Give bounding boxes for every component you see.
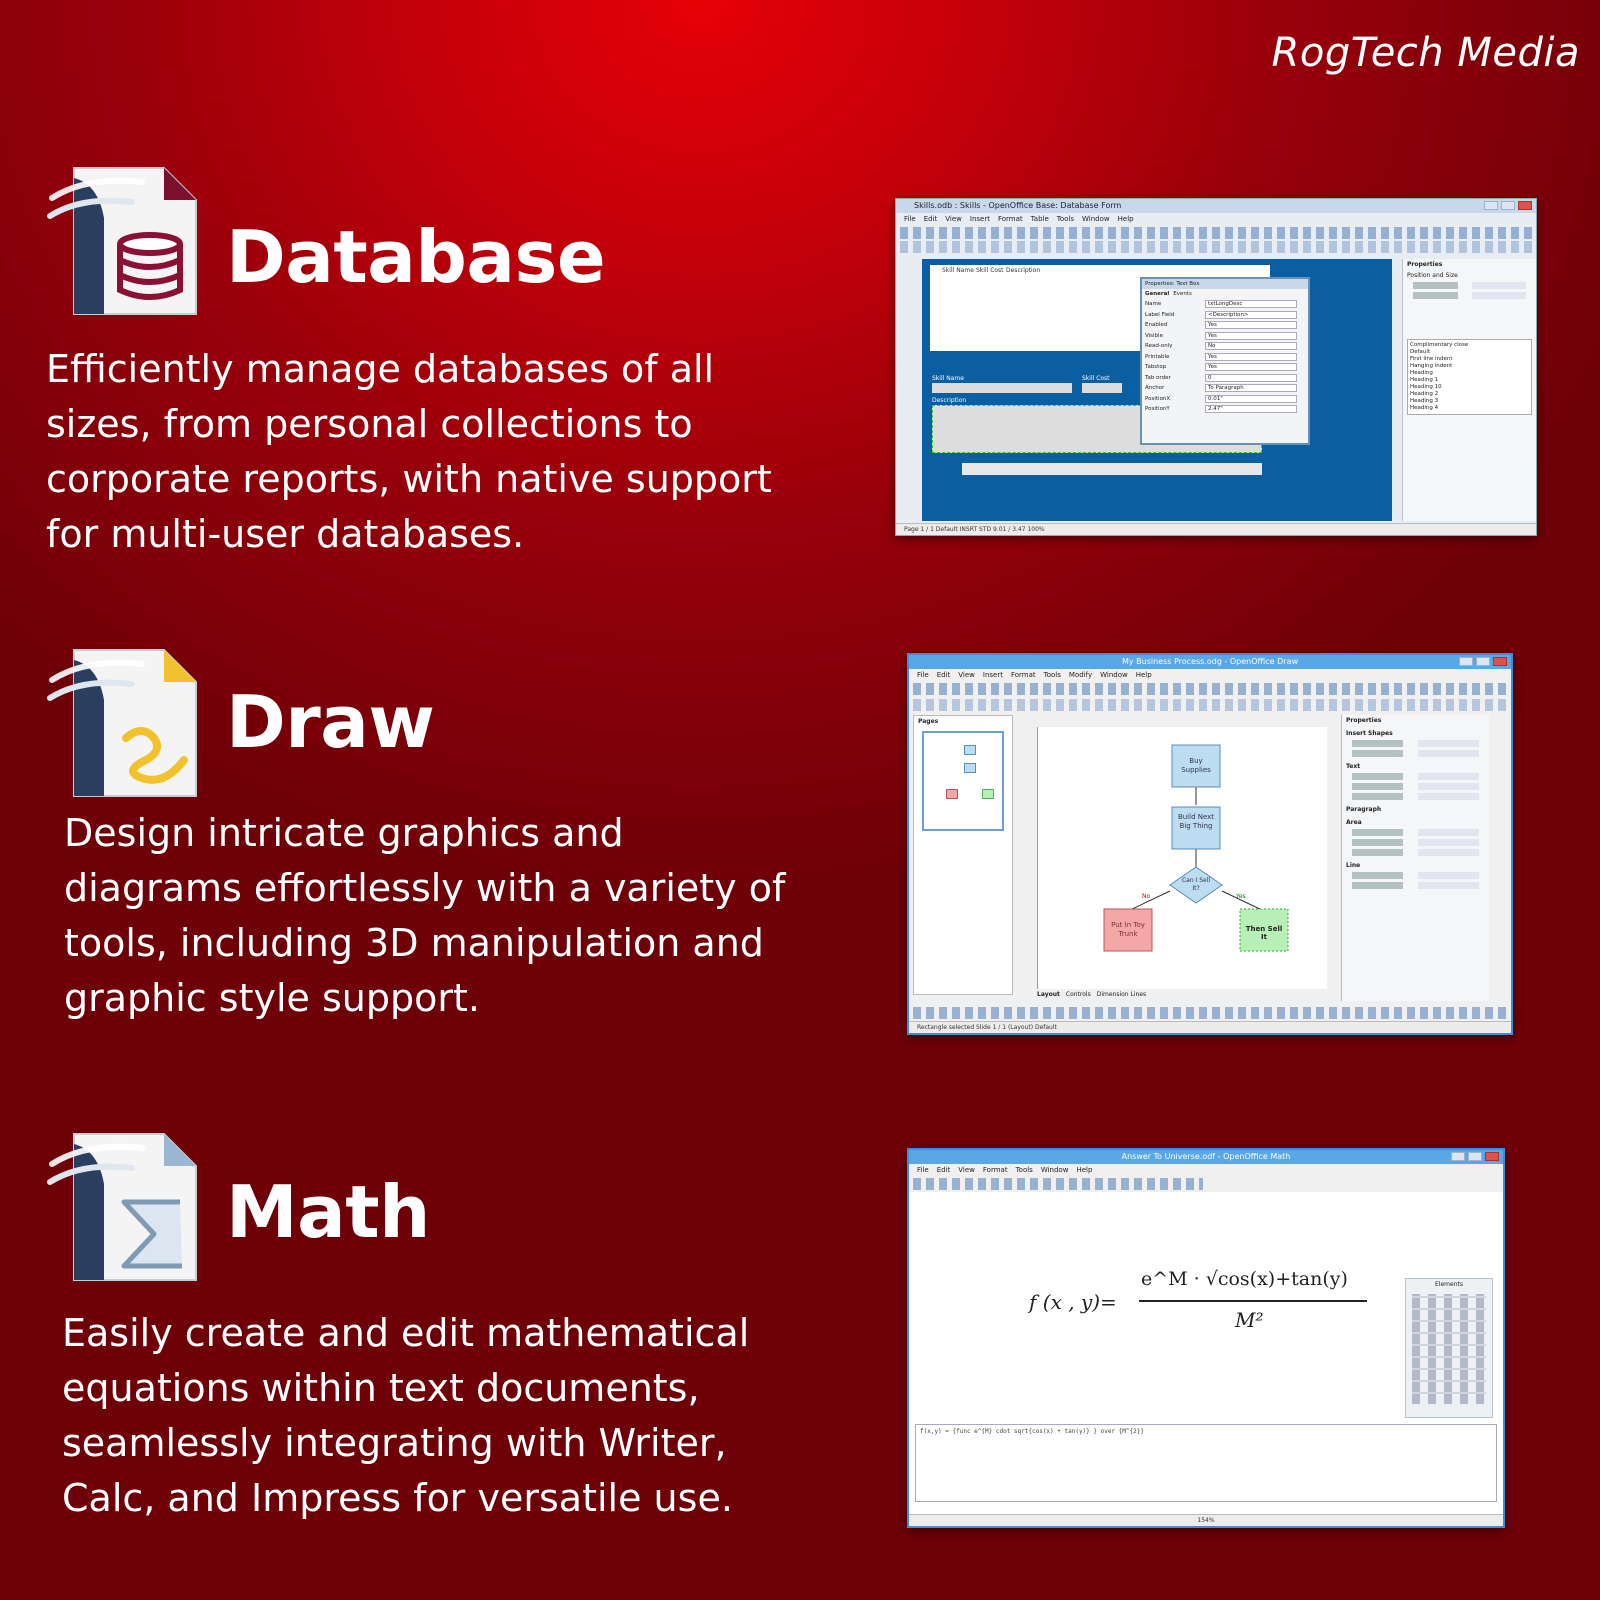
menu-item[interactable]: Edit — [923, 215, 938, 223]
property-label: Printable — [1145, 353, 1170, 360]
menu-item[interactable]: Window — [1100, 671, 1128, 679]
property-row — [1142, 299, 1308, 310]
math-description: Easily create and edit mathematical equations within text documents, seamlessly integrating with Writer, Calc, and Impress for versatile use. — [62, 1311, 750, 1520]
flow-label-yes: Then Sell It — [1245, 925, 1283, 941]
draw-description: Design intricate graphics and diagrams effortlessly with a variety of tools, including 3D manipulation and graphic style support. — [64, 811, 786, 1020]
math-icon — [46, 1124, 202, 1290]
style-list-item[interactable]: Default — [1410, 349, 1431, 355]
close-icon[interactable] — [1518, 201, 1532, 210]
menu-item[interactable]: Tools — [1043, 671, 1061, 679]
menu-item[interactable]: Format — [1010, 671, 1036, 679]
tab-controls[interactable]: Controls — [1065, 991, 1091, 998]
standard-toolbar[interactable] — [900, 227, 1532, 239]
form-field-label: Skill Cost — [1082, 375, 1110, 382]
property-row — [1142, 383, 1308, 394]
menu-item[interactable]: Help — [1117, 215, 1134, 223]
menu-item[interactable]: File — [917, 671, 929, 679]
dialog-tab-events[interactable]: Events — [1173, 291, 1192, 297]
flow-label-build: Build Next Big Thing — [1177, 813, 1215, 830]
dialog-tab-general[interactable]: General — [1145, 291, 1170, 297]
menu-bar — [909, 1164, 1503, 1176]
menu-item[interactable]: View — [958, 671, 975, 679]
window-titlebar: My Business Process.odg - OpenOffice Draw — [909, 655, 1511, 669]
menu-item[interactable]: Help — [1135, 671, 1152, 679]
minimize-icon[interactable] — [1451, 1152, 1465, 1161]
math-screenshot — [907, 1148, 1505, 1528]
menu-item[interactable]: Table — [1030, 215, 1049, 223]
menu-item[interactable]: Tools — [1015, 1166, 1033, 1174]
section-draw — [0, 560, 1600, 1060]
minimize-icon[interactable] — [1459, 657, 1473, 666]
form-field-label: Description — [932, 397, 967, 404]
section-database — [0, 0, 1600, 560]
standard-toolbar[interactable] — [913, 683, 1507, 695]
property-value-field[interactable]: 0.01" — [1205, 395, 1297, 403]
sidebar-section: Position and Size — [1407, 272, 1458, 279]
properties-dialog — [1140, 277, 1310, 445]
formula-display — [1029, 1258, 1369, 1348]
menu-item[interactable]: Window — [1040, 1166, 1069, 1174]
style-list-item[interactable]: Heading 3 — [1410, 398, 1439, 404]
menu-item[interactable]: Insert — [982, 671, 1003, 679]
property-row — [1142, 341, 1308, 352]
database-description: Efficiently manage databases of all sizes, from personal collections to corporate reports, with native support for multi-user databases. — [46, 347, 772, 556]
zoom-level[interactable]: 154% — [1197, 1517, 1215, 1524]
column-header: Description — [1006, 267, 1041, 274]
property-value-field[interactable]: Yes — [1205, 321, 1297, 329]
menu-item[interactable]: Modify — [1068, 671, 1093, 679]
menu-item[interactable]: Window — [1082, 215, 1110, 223]
column-header: Skill Cost — [976, 267, 1004, 274]
menu-item[interactable]: View — [958, 1166, 975, 1174]
menu-bar — [909, 669, 1511, 681]
style-list-item[interactable]: First line indent — [1410, 356, 1453, 362]
form-field-label: Skill Name — [932, 375, 964, 382]
property-label: Enabled — [1145, 322, 1168, 329]
property-label: Name — [1145, 301, 1162, 308]
pages-pane — [913, 715, 1013, 995]
skill-name-input[interactable] — [932, 383, 1072, 393]
sidebar-section[interactable]: Insert Shapes — [1346, 730, 1393, 737]
style-list-item[interactable]: Complimentary close — [1410, 342, 1469, 348]
maximize-icon[interactable] — [1501, 201, 1515, 210]
sidebar-title: Properties — [1346, 717, 1382, 724]
flow-label-buy: Buy Supplies — [1181, 757, 1211, 774]
sidebar-section[interactable]: Area — [1346, 819, 1362, 826]
drawing-toolbar[interactable] — [913, 1007, 1507, 1019]
property-value-field[interactable]: txtLongDesc — [1205, 300, 1297, 308]
property-value-field[interactable]: Yes — [1205, 363, 1297, 371]
elements-title: Elements — [1435, 1281, 1463, 1288]
flow-label-yes-edge: Yes — [1236, 893, 1246, 900]
menu-item[interactable]: Format — [982, 1166, 1008, 1174]
drawing-canvas[interactable] — [1037, 727, 1327, 989]
property-label: PositionY — [1145, 406, 1170, 413]
property-row — [1142, 362, 1308, 373]
record-navigator[interactable] — [962, 463, 1262, 475]
sidebar-section[interactable]: Text — [1346, 763, 1361, 770]
command-text: f(x,y) = {func e^{M} cdot sqrt{cos(x) + tan(y)} } over {M^{2}} — [920, 1428, 1144, 1435]
property-label: Tab order — [1145, 374, 1171, 381]
menu-item[interactable]: File — [904, 215, 916, 223]
skill-cost-input[interactable] — [1082, 383, 1122, 393]
elements-panel — [1405, 1278, 1493, 1418]
property-label: Tabstop — [1145, 364, 1167, 371]
fraction-bar — [1139, 1300, 1367, 1302]
maximize-icon[interactable] — [1468, 1152, 1482, 1161]
tab-layout[interactable]: Layout — [1037, 991, 1060, 998]
form-canvas — [922, 259, 1392, 521]
close-icon[interactable] — [1493, 657, 1507, 666]
property-value-field[interactable]: 2.47" — [1205, 405, 1297, 413]
line-fill-toolbar[interactable] — [913, 699, 1507, 711]
brand-label: RogTech Media — [1271, 30, 1580, 76]
close-icon[interactable] — [1485, 1152, 1499, 1161]
menu-item[interactable]: View — [945, 215, 962, 223]
property-label: Read-only — [1145, 343, 1173, 350]
property-value-field[interactable]: Yes — [1205, 332, 1297, 340]
property-row — [1142, 310, 1308, 321]
style-list — [1407, 339, 1532, 415]
property-label: Label Field — [1145, 311, 1175, 318]
math-heading: Math — [226, 1170, 430, 1254]
property-label: PositionX — [1145, 395, 1171, 402]
window-titlebar: Skills.odb : Skills - OpenOffice Base: Database Form — [896, 199, 1536, 213]
property-row — [1142, 320, 1308, 331]
properties-sidebar — [1341, 715, 1489, 1001]
pages-pane-title: Pages — [918, 718, 939, 725]
column-header: Skill Name — [942, 267, 974, 274]
flow-label-no: Put In Toy Trunk — [1111, 921, 1145, 938]
style-list-item[interactable]: Heading 2 — [1410, 391, 1439, 397]
draw-screenshot — [907, 653, 1513, 1035]
sidebar-section[interactable]: Paragraph — [1346, 806, 1382, 813]
window-titlebar: Answer To Universe.odf - OpenOffice Math — [909, 1150, 1503, 1164]
sidebar-title: Properties — [1407, 261, 1443, 268]
property-value-field[interactable]: <Description> — [1205, 311, 1297, 319]
properties-sidebar — [1402, 259, 1536, 521]
style-list-item[interactable]: Hanging indent — [1410, 363, 1453, 369]
menu-item[interactable]: Edit — [936, 1166, 951, 1174]
menu-item[interactable]: Format — [997, 215, 1023, 223]
property-row — [1142, 394, 1308, 405]
flow-label-no-edge: No — [1142, 893, 1151, 900]
section-math — [0, 1060, 1600, 1600]
property-list — [1142, 299, 1308, 415]
layer-tabs — [1037, 991, 1146, 998]
slide-thumbnail[interactable] — [922, 731, 1004, 831]
property-label: Anchor — [1145, 385, 1165, 392]
database-icon — [46, 158, 202, 324]
menu-item[interactable]: File — [917, 1166, 929, 1174]
style-list-item[interactable]: Heading 10 — [1410, 384, 1442, 390]
menu-item[interactable]: Help — [1076, 1166, 1093, 1174]
property-value-field[interactable]: 0 — [1205, 374, 1297, 382]
menu-item[interactable]: Edit — [936, 671, 951, 679]
formula-numerator: e^M · √cos(x)+tan(y) — [1141, 1268, 1348, 1290]
property-row — [1142, 331, 1308, 342]
maximize-icon[interactable] — [1476, 657, 1490, 666]
property-value-field[interactable]: Yes — [1205, 353, 1297, 361]
menu-bar — [896, 213, 1536, 225]
sidebar-section[interactable]: Line — [1346, 862, 1361, 869]
dialog-title: Properties: Text Box — [1142, 279, 1308, 289]
menu-item[interactable]: Insert — [969, 215, 990, 223]
style-list-item[interactable]: Heading 1 — [1410, 377, 1439, 383]
database-heading: Database — [226, 215, 606, 299]
property-row — [1142, 404, 1308, 415]
formatting-toolbar[interactable] — [900, 241, 1532, 253]
property-row — [1142, 373, 1308, 384]
minimize-icon[interactable] — [1484, 201, 1498, 210]
formula-denominator: M² — [1235, 1308, 1264, 1332]
flow-label-decide: Can I Sell It? — [1181, 877, 1211, 892]
elements-grid[interactable] — [1412, 1294, 1486, 1404]
draw-heading: Draw — [226, 680, 435, 764]
draw-icon — [46, 640, 202, 806]
property-label: Visible — [1145, 332, 1163, 339]
property-row — [1142, 352, 1308, 363]
standard-toolbar[interactable] — [913, 1178, 1203, 1190]
formula-lhs: f (x , y)= — [1029, 1290, 1117, 1314]
property-value-field[interactable]: No — [1205, 342, 1297, 350]
property-value-field[interactable]: To Paragraph — [1205, 384, 1297, 392]
menu-item[interactable]: Tools — [1056, 215, 1075, 223]
style-list-item[interactable]: Heading 4 — [1410, 405, 1439, 411]
database-screenshot — [895, 198, 1537, 536]
status-bar: Rectangle selected Slide 1 / 1 (Layout) Default — [909, 1021, 1511, 1033]
status-bar — [909, 1514, 1503, 1526]
style-list-item[interactable]: Heading — [1410, 370, 1433, 376]
command-window[interactable] — [915, 1424, 1497, 1502]
status-bar: Page 1 / 1 Default INSRT STD 9.01 / 3.47 100% — [896, 523, 1536, 535]
tab-dimension-lines[interactable]: Dimension Lines — [1096, 991, 1147, 998]
